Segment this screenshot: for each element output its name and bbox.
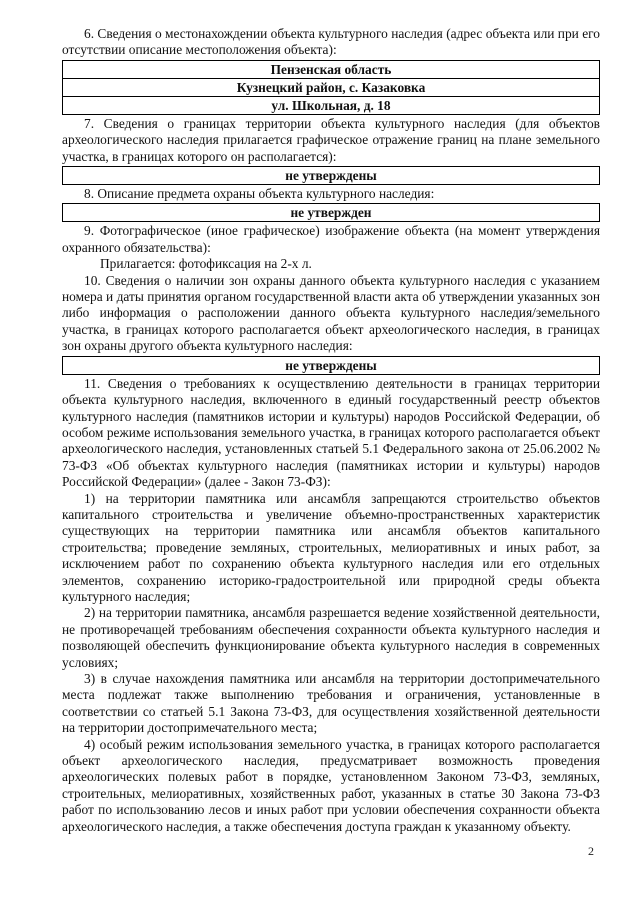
address-street: ул. Школьная, д. 18: [62, 97, 600, 115]
item6-text: 6. Сведения о местонахождении объекта культурного наследия (адрес объекта или при его отсутствии описание местоположения объекта):: [62, 26, 600, 58]
item11-sub4: 4) особый режим использования земельного участка, в границах которого располагается объект археологического наследия, предусматривает возможность проведения археологических полевых работ в порядке, установленном Законом 73-ФЗ, земляных, строительных, мелиоративных, хозяйственных работ, указанных в статье 30 Закона 73-ФЗ работ по использованию лесов и иных работ при условии обеспечения сохранности объекта археологического наследия, а также обеспечения доступа граждан к указанному объекту.: [62, 736, 600, 834]
item8-value: не утвержден: [62, 203, 600, 222]
address-district: Кузнецкий район, с. Казаковка: [62, 79, 600, 97]
item9-text: 9. Фотографическое (иное графическое) изображение объекта (на момент утверждения охранного обязательства):: [62, 223, 600, 255]
item11-sub3: 3) в случае нахождения памятника или ансамбля на территории достопримечательного места подлежат также выполнению требования и ограничения, установленные в соответствии со статьей 5.1 Закона 73-ФЗ, для осуществления хозяйственной деятельности на территории достопримечательного места;: [62, 671, 600, 736]
address-table: [62, 60, 600, 115]
item11-sub1: 1) на территории памятника или ансамбля запрещаются строительство объектов капитального строительства и увеличение объемно-пространственных характеристик существующих на территории памятника или ансамбля объектов капитального строительства; проведение земляных, строительных, мелиоративных и иных работ, за исключением работ по сохранению объекта культурного наследия или его отдельных элементов, сохранению историко-градостроительной или природной среды объекта культурного наследия;: [62, 490, 600, 604]
document-page: [62, 26, 600, 835]
item7-value: не утверждены: [62, 166, 600, 185]
item10-value: не утверждены: [62, 356, 600, 375]
item11-text: 11. Сведения о требованиях к осуществлению деятельности в границах территории объекта культурного наследия, включенного в единый государственный реестр объектов культурного наследия (памятников истории и культуры) народов Российской Федерации, об особом режиме использования земельного участка, в границах которого располагается объект археологического наследия, установленных статьей 5.1 Федерального закона от 25.06.2002 № 73-ФЗ «Об объектах культурного наследия (памятниках истории и культуры) народов Российской Федерации» (далее - Закон 73-ФЗ):: [62, 375, 600, 490]
item8-text: 8. Описание предмета охраны объекта культурного наследия:: [84, 186, 435, 202]
address-region: Пензенская область: [62, 60, 600, 79]
page-number: 2: [588, 844, 594, 858]
item9-attached: Прилагается: фотофиксация на 2-х л.: [100, 256, 312, 272]
item7-text: 7. Сведения о границах территории объекта культурного наследия (для объектов археологического наследия прилагается графическое отражение границ на плане земельного участка, в границах которого он располагается):: [62, 115, 600, 164]
item10-text: 10. Сведения о наличии зон охраны данного объекта культурного наследия с указанием номера и даты принятия органом государственной власти акта об утверждении указанных зон либо информация о расположении данного объекта культурного наследия/земельного участка, в границах которого располагается объект археологического наследия, в границах зон охраны другого объекта культурного наследия:: [62, 272, 600, 354]
item11-sub2: 2) на территории памятника, ансамбля разрешается ведение хозяйственной деятельности, не противоречащей требованиям обеспечения сохранности объекта культурного наследия и позволяющей обеспечить функционирование объекта культурного наследия в современных условиях;: [62, 605, 600, 670]
